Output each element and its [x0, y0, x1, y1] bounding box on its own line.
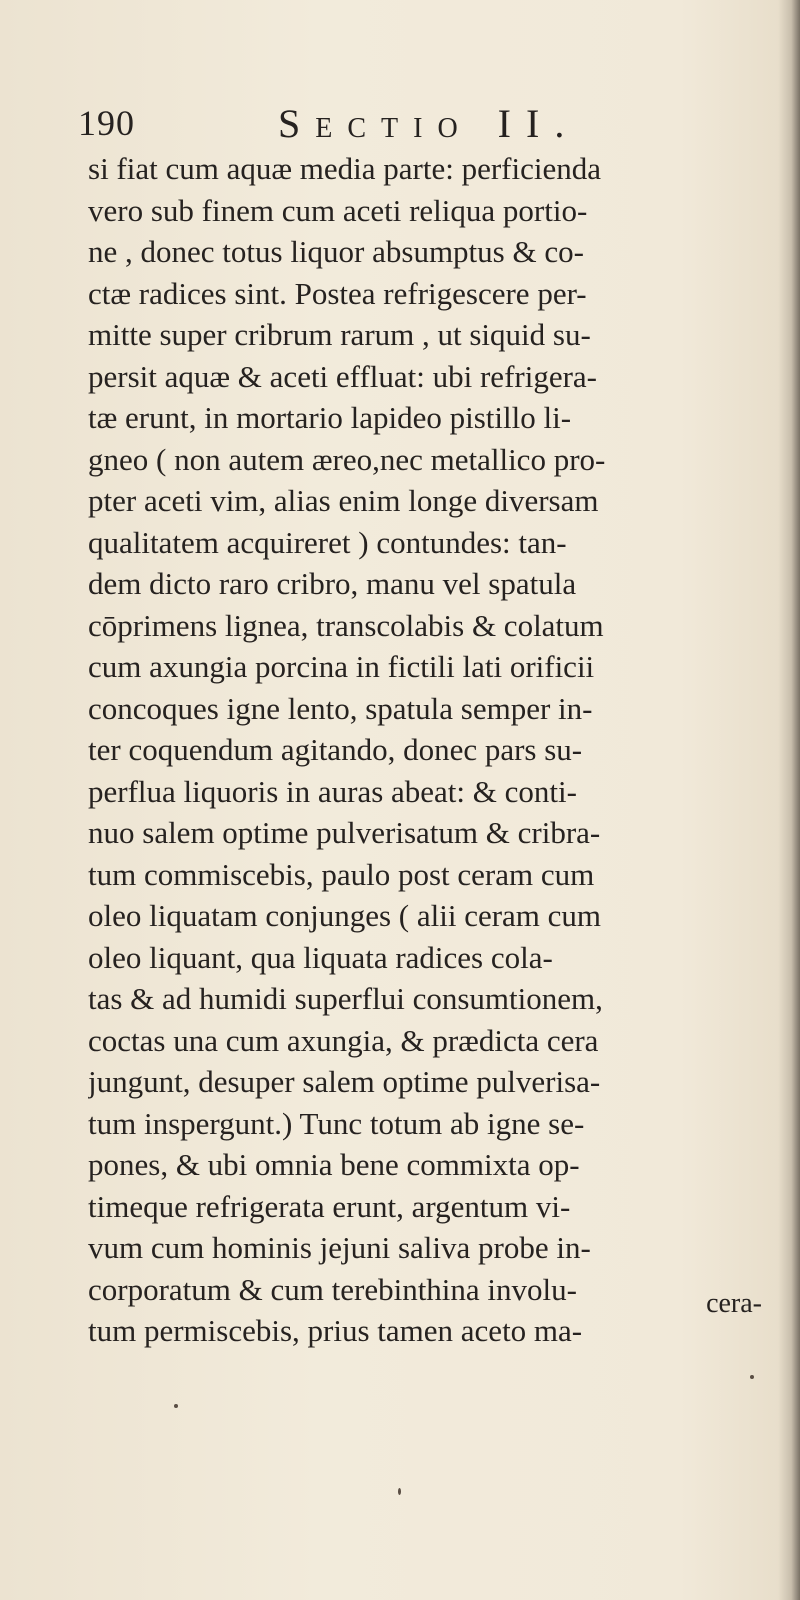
body-text	[88, 148, 768, 1352]
text-line: persit aquæ & aceti effluat: ubi refrigera-	[88, 358, 597, 394]
text-line: tæ erunt, in mortario lapideo pistillo li-	[88, 400, 572, 435]
text-line: dem dicto raro cribro, manu vel spatula	[88, 566, 577, 601]
text-line: tum permiscebis, prius tamen aceto ma-	[88, 1313, 583, 1348]
ink-speck	[398, 1488, 401, 1495]
text-line: concoques igne lento, spatula semper in-	[88, 690, 593, 726]
text-line: oleo liquatam conjunges ( alii ceram cum	[88, 898, 602, 933]
text-line: tum inspergunt.) Tunc totum ab igne se-	[88, 1105, 585, 1141]
text-line: oleo liquant, qua liquata radices cola-	[88, 939, 553, 975]
text-line: si fiat cum aquæ media parte: perficienda	[88, 151, 602, 186]
catchword: cera-	[706, 1288, 762, 1319]
page-number: 190	[78, 103, 135, 143]
text-line: ter coquendum agitando, donec pars su-	[88, 732, 583, 767]
text-line: gneo ( non autem æreo,nec metallico pro-	[88, 441, 606, 477]
text-line: coctas una cum axungia, & prædicta cera	[88, 1022, 599, 1058]
text-line: timeque refrigerata erunt, argentum vi-	[88, 1188, 571, 1224]
text-line: corporatum & cum terebinthina involu-	[88, 1271, 577, 1307]
text-line: ctæ radices sint. Postea refrigescere per-	[88, 275, 587, 311]
text-line: jungunt, desuper salem optime pulverisa-	[88, 1064, 601, 1099]
text-line: cum axungia porcina in fictili lati orificii	[88, 649, 595, 684]
text-line: mitte super cribrum rarum , ut siquid su-	[88, 317, 591, 352]
page-edge-shadow	[778, 0, 800, 1600]
running-head: Sectio II.	[278, 101, 580, 146]
text-line: qualitatem acquireret ) contundes: tan-	[88, 524, 567, 560]
ink-speck	[750, 1375, 754, 1379]
text-line: perflua liquoris in auras abeat: & conti-	[88, 773, 577, 809]
text-line: nuo salem optime pulverisatum & cribra-	[88, 815, 601, 850]
text-line: tas & ad humidi superflui consumtionem,	[88, 981, 603, 1016]
text-line: cōprimens lignea, transcolabis & colatum	[88, 607, 604, 643]
text-line: vero sub finem cum aceti reliqua portio-	[88, 192, 588, 228]
text-line: pter aceti vim, alias enim longe diversam	[88, 483, 599, 518]
text-line: ne , donec totus liquor absumptus & co-	[88, 234, 584, 269]
text-line: tum commiscebis, paulo post ceram cum	[88, 856, 595, 892]
text-line: pones, & ubi omnia bene commixta op-	[88, 1147, 580, 1182]
text-line: vum cum hominis jejuni saliva probe in-	[88, 1230, 591, 1265]
page-header	[78, 100, 778, 150]
ink-speck	[174, 1404, 178, 1408]
